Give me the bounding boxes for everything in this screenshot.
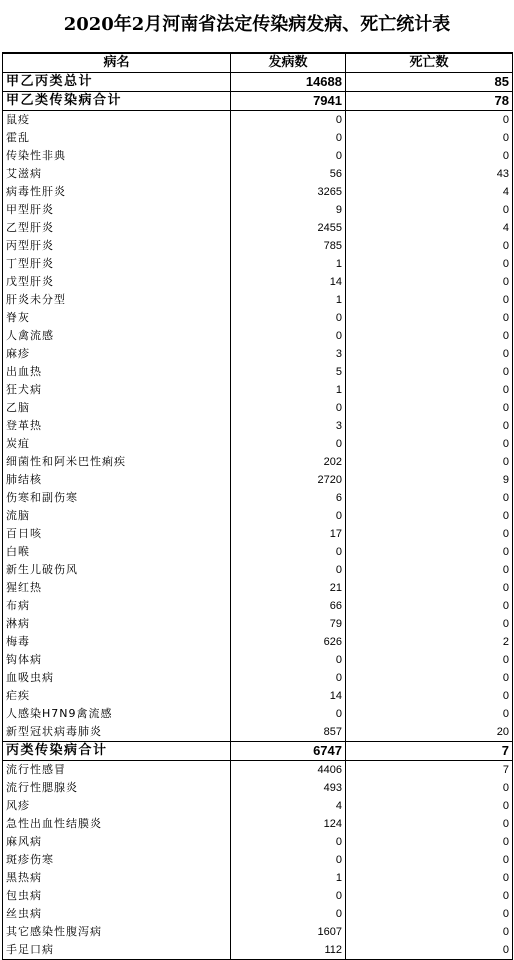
table-row bbox=[3, 597, 513, 615]
table-row bbox=[3, 111, 513, 130]
deaths-cell: 0 bbox=[346, 651, 513, 669]
cases-cell: 14688 bbox=[231, 73, 346, 92]
disease-name-cell: 流行性感冒 bbox=[3, 761, 231, 780]
table-row bbox=[3, 363, 513, 381]
table-row bbox=[3, 779, 513, 797]
disease-name-cell: 戊型肝炎 bbox=[3, 273, 231, 291]
disease-name-cell: 肝炎未分型 bbox=[3, 291, 231, 309]
table-row bbox=[3, 615, 513, 633]
cases-cell: 0 bbox=[231, 905, 346, 923]
deaths-cell: 0 bbox=[346, 851, 513, 869]
disease-name-cell: 黑热病 bbox=[3, 869, 231, 887]
table-row bbox=[3, 147, 513, 165]
cases-cell: 0 bbox=[231, 561, 346, 579]
cases-cell: 9 bbox=[231, 201, 346, 219]
disease-name-cell: 甲型肝炎 bbox=[3, 201, 231, 219]
disease-name-cell: 丙型肝炎 bbox=[3, 237, 231, 255]
table-row bbox=[3, 869, 513, 887]
table-row bbox=[3, 723, 513, 742]
deaths-cell: 0 bbox=[346, 797, 513, 815]
table-row bbox=[3, 851, 513, 869]
table-row bbox=[3, 345, 513, 363]
table-row bbox=[3, 905, 513, 923]
statistics-table bbox=[2, 52, 513, 960]
cases-cell: 0 bbox=[231, 111, 346, 130]
cases-cell: 14 bbox=[231, 273, 346, 291]
deaths-cell: 0 bbox=[346, 887, 513, 905]
disease-name-cell: 其它感染性腹泻病 bbox=[3, 923, 231, 941]
column-header-disease: 病名 bbox=[3, 53, 231, 73]
cases-cell: 79 bbox=[231, 615, 346, 633]
disease-name-cell: 新型冠状病毒肺炎 bbox=[3, 723, 231, 742]
disease-name-cell: 急性出血性结膜炎 bbox=[3, 815, 231, 833]
table-row bbox=[3, 651, 513, 669]
cases-cell: 66 bbox=[231, 597, 346, 615]
table-summary-row bbox=[3, 73, 513, 92]
cases-cell: 0 bbox=[231, 399, 346, 417]
table-row bbox=[3, 165, 513, 183]
table-row bbox=[3, 417, 513, 435]
cases-cell: 626 bbox=[231, 633, 346, 651]
table-row bbox=[3, 381, 513, 399]
deaths-cell: 9 bbox=[346, 471, 513, 489]
table-row bbox=[3, 633, 513, 651]
table-row bbox=[3, 923, 513, 941]
table-row bbox=[3, 705, 513, 723]
deaths-cell: 0 bbox=[346, 237, 513, 255]
deaths-cell: 20 bbox=[346, 723, 513, 742]
table-row bbox=[3, 687, 513, 705]
cases-cell: 21 bbox=[231, 579, 346, 597]
table-row bbox=[3, 941, 513, 960]
table-row bbox=[3, 797, 513, 815]
disease-name-cell: 艾滋病 bbox=[3, 165, 231, 183]
cases-cell: 0 bbox=[231, 543, 346, 561]
deaths-cell: 0 bbox=[346, 327, 513, 345]
cases-cell: 56 bbox=[231, 165, 346, 183]
disease-name-cell: 登革热 bbox=[3, 417, 231, 435]
cases-cell: 1 bbox=[231, 255, 346, 273]
deaths-cell: 0 bbox=[346, 905, 513, 923]
deaths-cell: 0 bbox=[346, 399, 513, 417]
deaths-cell: 0 bbox=[346, 669, 513, 687]
deaths-cell: 0 bbox=[346, 129, 513, 147]
cases-cell: 0 bbox=[231, 651, 346, 669]
deaths-cell: 0 bbox=[346, 489, 513, 507]
deaths-cell: 7 bbox=[346, 742, 513, 761]
cases-cell: 1 bbox=[231, 291, 346, 309]
deaths-cell: 0 bbox=[346, 597, 513, 615]
cases-cell: 6747 bbox=[231, 742, 346, 761]
table-row bbox=[3, 237, 513, 255]
deaths-cell: 0 bbox=[346, 869, 513, 887]
disease-name-cell: 细菌性和阿米巴性痢疾 bbox=[3, 453, 231, 471]
cases-cell: 0 bbox=[231, 507, 346, 525]
cases-cell: 17 bbox=[231, 525, 346, 543]
cases-cell: 2720 bbox=[231, 471, 346, 489]
deaths-cell: 0 bbox=[346, 525, 513, 543]
deaths-cell: 43 bbox=[346, 165, 513, 183]
deaths-cell: 0 bbox=[346, 111, 513, 130]
table-row bbox=[3, 833, 513, 851]
disease-name-cell: 乙型肝炎 bbox=[3, 219, 231, 237]
deaths-cell: 0 bbox=[346, 705, 513, 723]
disease-name-cell: 霍乱 bbox=[3, 129, 231, 147]
cases-cell: 0 bbox=[231, 851, 346, 869]
deaths-cell: 4 bbox=[346, 219, 513, 237]
deaths-cell: 0 bbox=[346, 779, 513, 797]
disease-name-cell: 麻疹 bbox=[3, 345, 231, 363]
deaths-cell: 0 bbox=[346, 201, 513, 219]
disease-name-cell: 流行性腮腺炎 bbox=[3, 779, 231, 797]
disease-name-cell: 出血热 bbox=[3, 363, 231, 381]
table-row bbox=[3, 255, 513, 273]
disease-name-cell: 乙脑 bbox=[3, 399, 231, 417]
disease-name-cell: 淋病 bbox=[3, 615, 231, 633]
deaths-cell: 0 bbox=[346, 417, 513, 435]
cases-cell: 112 bbox=[231, 941, 346, 960]
cases-cell: 4406 bbox=[231, 761, 346, 780]
disease-name-cell: 疟疾 bbox=[3, 687, 231, 705]
table-row bbox=[3, 183, 513, 201]
table-row bbox=[3, 201, 513, 219]
deaths-cell: 0 bbox=[346, 255, 513, 273]
deaths-cell: 0 bbox=[346, 941, 513, 960]
deaths-cell: 0 bbox=[346, 687, 513, 705]
cases-cell: 493 bbox=[231, 779, 346, 797]
cases-cell: 1 bbox=[231, 381, 346, 399]
deaths-cell: 0 bbox=[346, 815, 513, 833]
deaths-cell: 0 bbox=[346, 345, 513, 363]
disease-name-cell: 白喉 bbox=[3, 543, 231, 561]
table-row bbox=[3, 579, 513, 597]
deaths-cell: 2 bbox=[346, 633, 513, 651]
cases-cell: 3265 bbox=[231, 183, 346, 201]
disease-name-cell: 传染性非典 bbox=[3, 147, 231, 165]
cases-cell: 1607 bbox=[231, 923, 346, 941]
disease-name-cell: 脊灰 bbox=[3, 309, 231, 327]
disease-name-cell: 丝虫病 bbox=[3, 905, 231, 923]
cases-cell: 14 bbox=[231, 687, 346, 705]
table-row bbox=[3, 561, 513, 579]
table-row bbox=[3, 471, 513, 489]
deaths-cell: 0 bbox=[346, 435, 513, 453]
disease-name-cell: 风疹 bbox=[3, 797, 231, 815]
cases-cell: 124 bbox=[231, 815, 346, 833]
disease-name-cell: 猩红热 bbox=[3, 579, 231, 597]
cases-cell: 4 bbox=[231, 797, 346, 815]
deaths-cell: 4 bbox=[346, 183, 513, 201]
cases-cell: 3 bbox=[231, 345, 346, 363]
cases-cell: 5 bbox=[231, 363, 346, 381]
table-row bbox=[3, 327, 513, 345]
disease-name-cell: 布病 bbox=[3, 597, 231, 615]
deaths-cell: 7 bbox=[346, 761, 513, 780]
deaths-cell: 0 bbox=[346, 615, 513, 633]
disease-name-cell: 包虫病 bbox=[3, 887, 231, 905]
disease-name-cell: 炭疽 bbox=[3, 435, 231, 453]
disease-name-cell: 手足口病 bbox=[3, 941, 231, 960]
table-body bbox=[3, 73, 513, 960]
disease-name-cell: 鼠疫 bbox=[3, 111, 231, 130]
table-row bbox=[3, 273, 513, 291]
cases-cell: 0 bbox=[231, 147, 346, 165]
disease-name-cell: 狂犬病 bbox=[3, 381, 231, 399]
disease-name-cell: 梅毒 bbox=[3, 633, 231, 651]
cases-cell: 0 bbox=[231, 887, 346, 905]
cases-cell: 0 bbox=[231, 435, 346, 453]
cases-cell: 0 bbox=[231, 129, 346, 147]
cases-cell: 0 bbox=[231, 833, 346, 851]
table-row bbox=[3, 309, 513, 327]
disease-name-cell: 人禽流感 bbox=[3, 327, 231, 345]
cases-cell: 857 bbox=[231, 723, 346, 742]
deaths-cell: 0 bbox=[346, 273, 513, 291]
table-header-row bbox=[3, 53, 513, 73]
cases-cell: 1 bbox=[231, 869, 346, 887]
deaths-cell: 0 bbox=[346, 309, 513, 327]
cases-cell: 785 bbox=[231, 237, 346, 255]
disease-name-cell: 百日咳 bbox=[3, 525, 231, 543]
table-row bbox=[3, 543, 513, 561]
cases-cell: 6 bbox=[231, 489, 346, 507]
table-row bbox=[3, 453, 513, 471]
disease-name-cell: 肺结核 bbox=[3, 471, 231, 489]
disease-name-cell: 人感染H7N9禽流感 bbox=[3, 705, 231, 723]
deaths-cell: 0 bbox=[346, 291, 513, 309]
cases-cell: 0 bbox=[231, 669, 346, 687]
cases-cell: 0 bbox=[231, 309, 346, 327]
deaths-cell: 0 bbox=[346, 147, 513, 165]
page-title: 2020年2月河南省法定传染病发病、死亡统计表 bbox=[63, 14, 451, 35]
deaths-cell: 85 bbox=[346, 73, 513, 92]
table-row bbox=[3, 129, 513, 147]
deaths-cell: 0 bbox=[346, 579, 513, 597]
deaths-cell: 0 bbox=[346, 561, 513, 579]
table-row bbox=[3, 489, 513, 507]
table-row bbox=[3, 399, 513, 417]
disease-name-cell: 丁型肝炎 bbox=[3, 255, 231, 273]
disease-name-cell: 丙类传染病合计 bbox=[3, 742, 231, 761]
disease-name-cell: 伤寒和副伤寒 bbox=[3, 489, 231, 507]
deaths-cell: 0 bbox=[346, 833, 513, 851]
deaths-cell: 0 bbox=[346, 363, 513, 381]
disease-name-cell: 血吸虫病 bbox=[3, 669, 231, 687]
disease-name-cell: 麻风病 bbox=[3, 833, 231, 851]
deaths-cell: 0 bbox=[346, 923, 513, 941]
table-row bbox=[3, 669, 513, 687]
table-summary-row bbox=[3, 92, 513, 111]
deaths-cell: 0 bbox=[346, 453, 513, 471]
cases-cell: 0 bbox=[231, 705, 346, 723]
disease-name-cell: 流脑 bbox=[3, 507, 231, 525]
table-row bbox=[3, 815, 513, 833]
table-row bbox=[3, 435, 513, 453]
table-row bbox=[3, 291, 513, 309]
cases-cell: 3 bbox=[231, 417, 346, 435]
cases-cell: 0 bbox=[231, 327, 346, 345]
disease-name-cell: 病毒性肝炎 bbox=[3, 183, 231, 201]
table-summary-row bbox=[3, 742, 513, 761]
deaths-cell: 0 bbox=[346, 381, 513, 399]
disease-name-cell: 新生儿破伤风 bbox=[3, 561, 231, 579]
disease-name-cell: 甲乙类传染病合计 bbox=[3, 92, 231, 111]
cases-cell: 7941 bbox=[231, 92, 346, 111]
disease-name-cell: 斑疹伤寒 bbox=[3, 851, 231, 869]
table-row bbox=[3, 525, 513, 543]
disease-name-cell: 甲乙丙类总计 bbox=[3, 73, 231, 92]
table-row bbox=[3, 507, 513, 525]
table-row bbox=[3, 219, 513, 237]
column-header-cases: 发病数 bbox=[231, 53, 346, 73]
table-row bbox=[3, 761, 513, 780]
column-header-deaths: 死亡数 bbox=[346, 53, 513, 73]
deaths-cell: 0 bbox=[346, 507, 513, 525]
disease-name-cell: 钩体病 bbox=[3, 651, 231, 669]
cases-cell: 202 bbox=[231, 453, 346, 471]
table-row bbox=[3, 887, 513, 905]
deaths-cell: 78 bbox=[346, 92, 513, 111]
cases-cell: 2455 bbox=[231, 219, 346, 237]
deaths-cell: 0 bbox=[346, 543, 513, 561]
